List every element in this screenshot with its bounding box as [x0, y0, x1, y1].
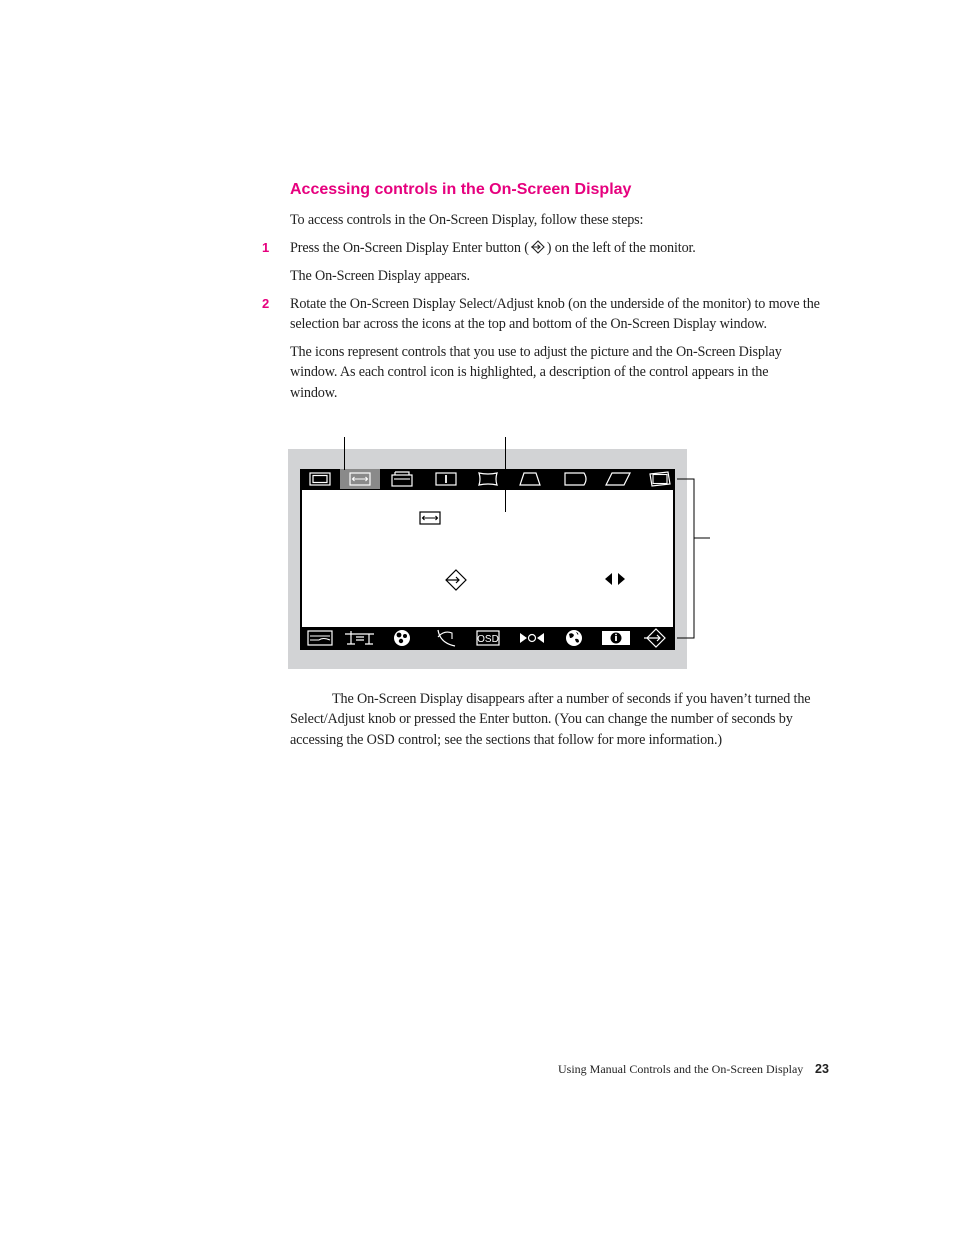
callout-line-selection — [344, 437, 345, 470]
osd-icon — [468, 628, 508, 648]
step-1-text-before: Press the On-Screen Display Enter button ( — [290, 240, 529, 256]
horizontal-width-icon — [340, 469, 380, 489]
intro-paragraph: To access controls in the On-Screen Display, follow these steps: — [290, 212, 644, 228]
osd-label: OSD — [477, 634, 499, 645]
pincushion-icon — [468, 469, 508, 489]
step-2-text: Rotate the On-Screen Display Select/Adjust knob (on the underside of the monitor) to move the selection bar across the icons at the top and bottom of the On-Screen Display window. — [290, 296, 820, 333]
degauss-icon — [512, 628, 552, 648]
geometry-icon — [300, 628, 340, 648]
trapezoid-icon — [510, 469, 550, 489]
parallelogram-icon — [598, 469, 638, 489]
highlighted-control-icon — [419, 511, 441, 525]
closing-paragraph: The On-Screen Display disappears after a number of seconds if you haven’t turned the Select/Adjust knob or pressed the Enter button. (You can change the number of seconds by accessing the OSD control; see the sections that follow for more information.) — [290, 691, 811, 748]
vertical-center-icon — [426, 469, 466, 489]
adjust-arrows-icon — [603, 571, 627, 587]
enter-symbol-icon — [444, 569, 468, 591]
language-icon — [554, 628, 594, 648]
step-2-detail: The icons represent controls that you use to adjust the picture and the On-Screen Display window. As each control icon is highlighted, a description of the control appears in the window. — [290, 344, 782, 401]
vertical-size-icon — [382, 469, 422, 489]
section-heading: Accessing controls in the On-Screen Display — [290, 181, 632, 198]
rotation-icon — [640, 469, 680, 489]
info-icon — [596, 628, 636, 648]
step-2-number: 2 — [262, 296, 270, 311]
callout-line-description — [505, 437, 506, 512]
step-1-text-after: ) on the left of the monitor. — [546, 240, 696, 256]
color-temperature-icon — [340, 628, 380, 648]
step-1-result: The On-Screen Display appears. — [290, 268, 470, 284]
enter-button-icon — [530, 240, 546, 254]
step-1-text — [290, 238, 835, 258]
convergence-icon — [426, 628, 466, 648]
step-1-number: 1 — [262, 240, 270, 255]
color-adjust-icon — [382, 628, 422, 648]
osd-description-area — [302, 490, 673, 627]
osd-window — [300, 469, 675, 650]
size-icon — [300, 469, 340, 489]
enter-icon — [636, 628, 676, 648]
pin-balance-icon — [556, 469, 596, 489]
page-number: 23 — [815, 1062, 829, 1076]
icon-rows-bracket — [677, 477, 713, 641]
footer-chapter: Using Manual Controls and the On-Screen Display — [558, 1062, 804, 1076]
